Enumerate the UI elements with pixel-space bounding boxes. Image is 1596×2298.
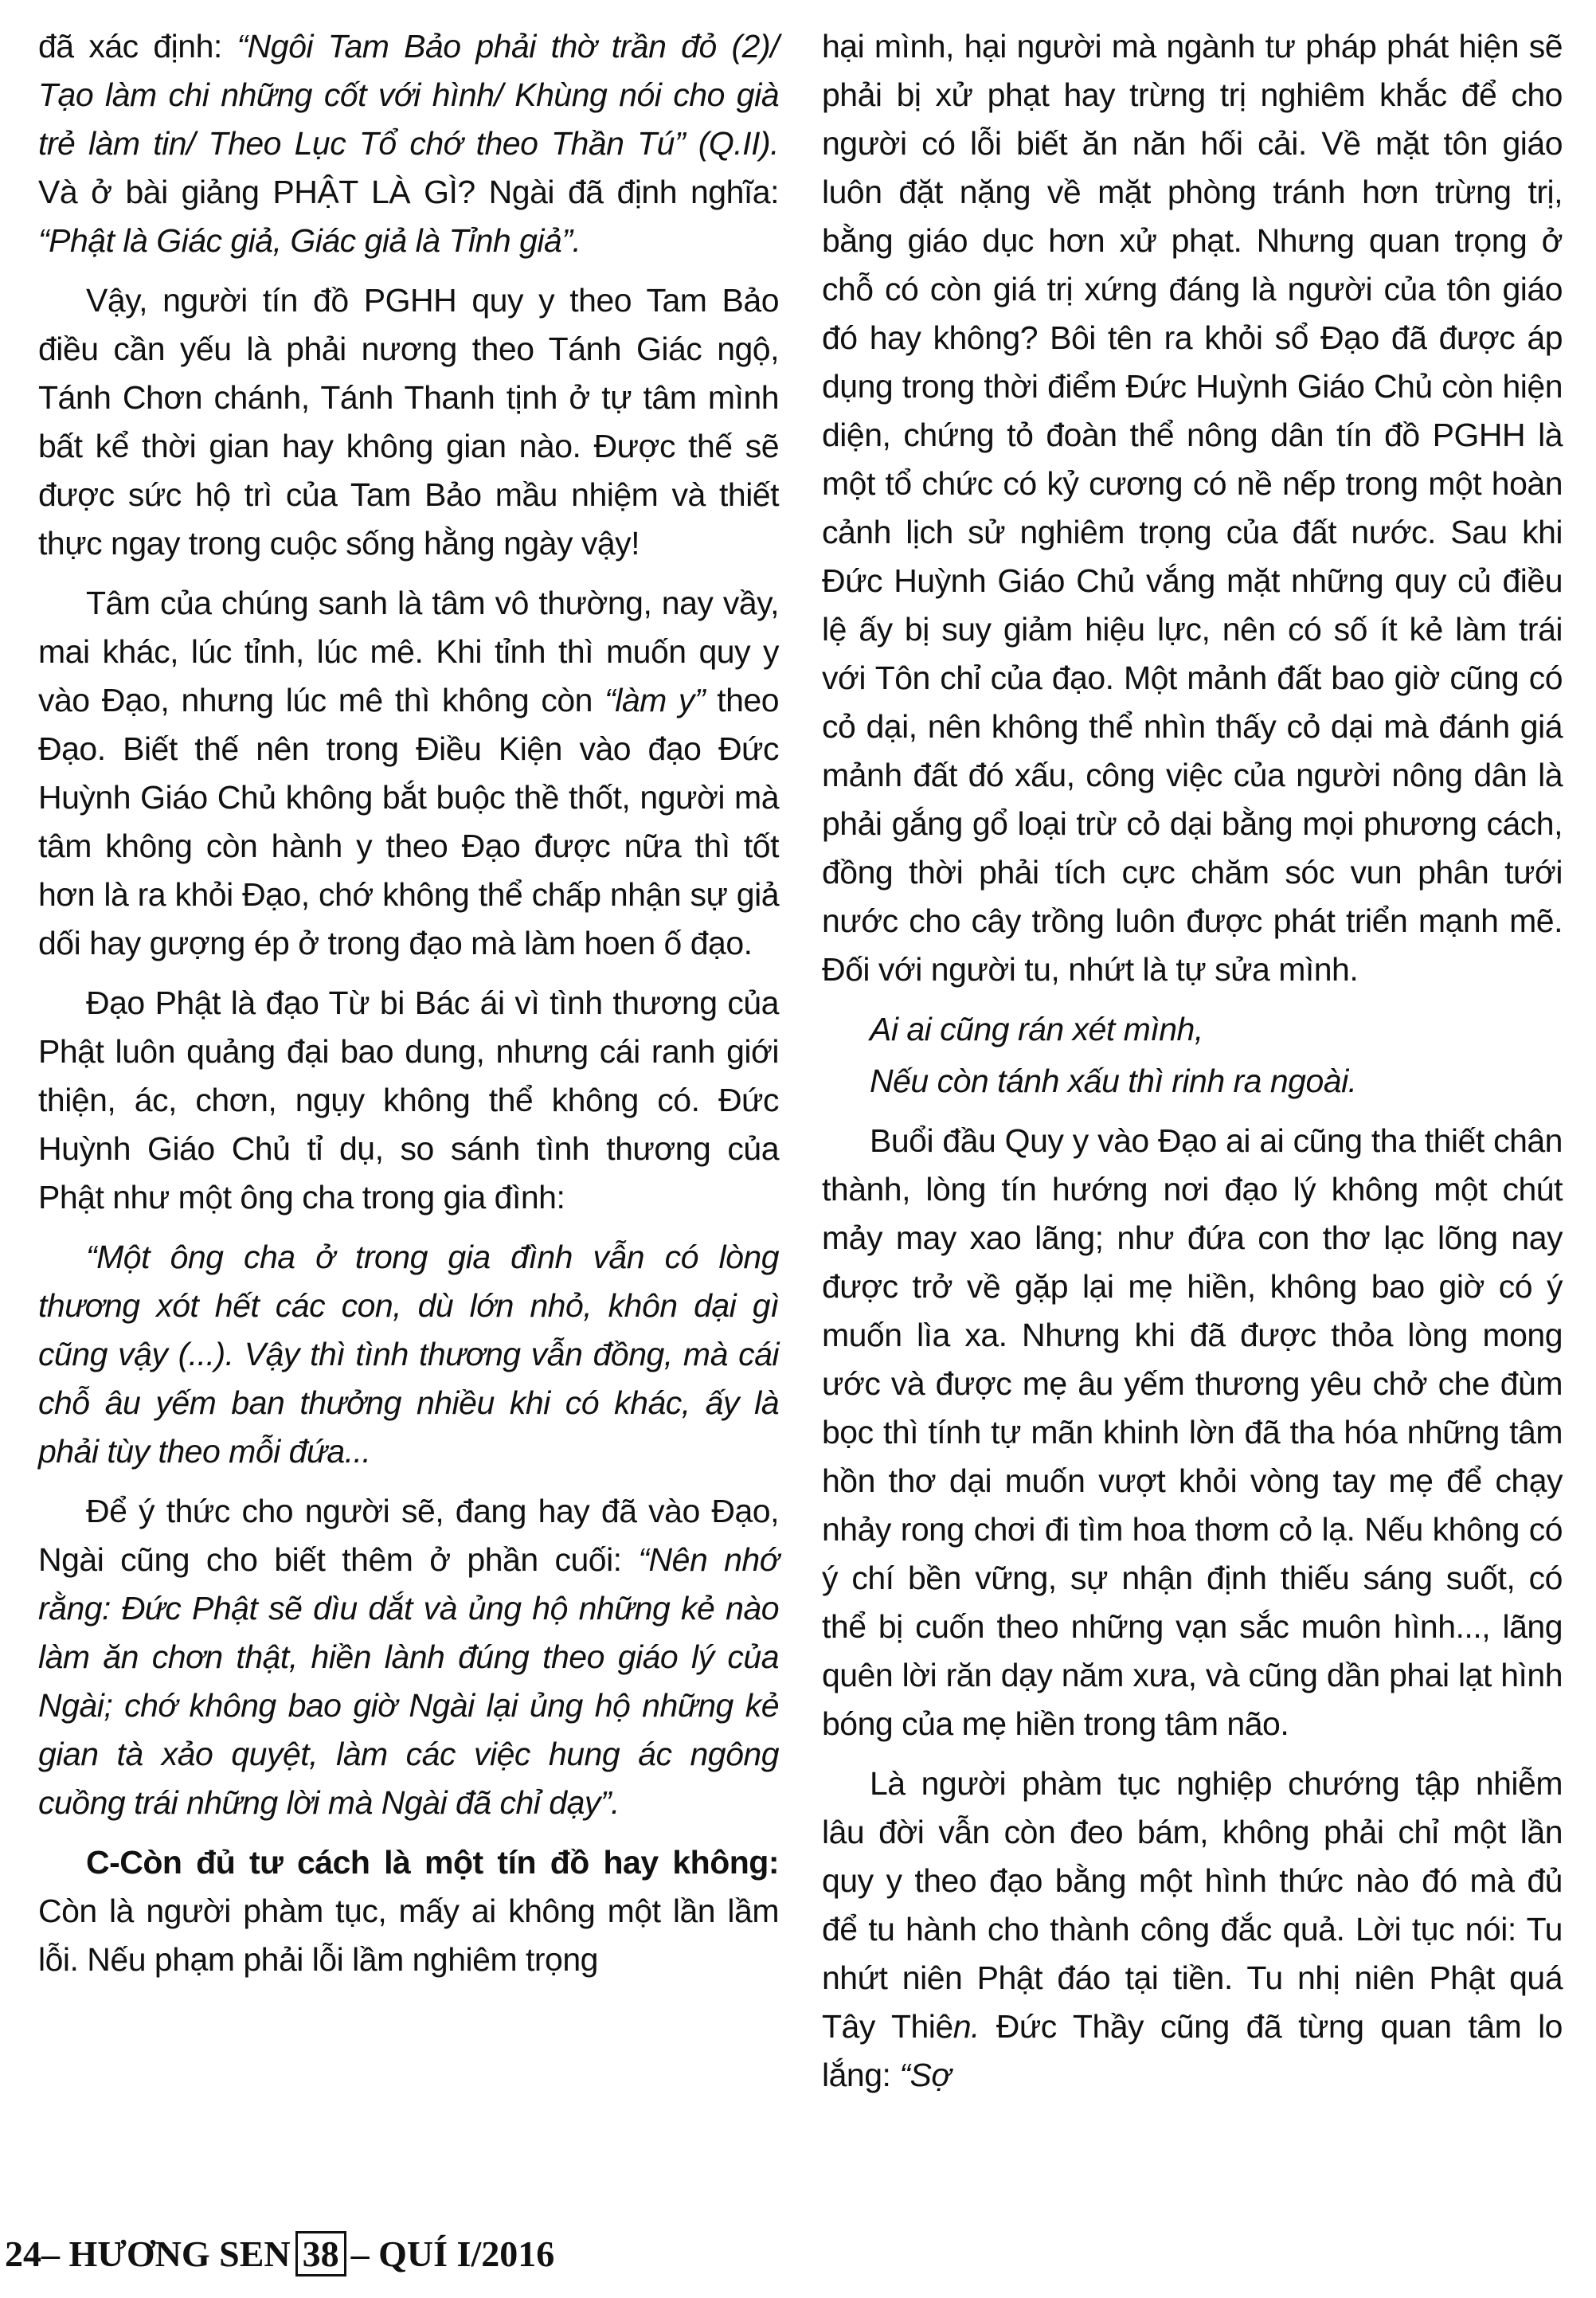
- text-segment: Tâm của chúng sanh là tâm vô thường, nay vầy, mai khác, lúc tỉnh, lúc mê. Khi tỉnh thì muốn quy y vào Đạo, nhưng lúc mê thì không còn: [38, 585, 779, 718]
- section-heading: C-Còn đủ tư cách là một tín đồ hay không:: [86, 1844, 779, 1881]
- page-footer: [5, 2230, 554, 2278]
- issue-number: 38: [295, 2231, 346, 2276]
- text-segment: Còn là người phàm tục, mấy ai không một lần lầm lỗi. Nếu phạm phải lỗi lầm nghiêm trọng: [38, 1893, 779, 1978]
- right-column: [822, 22, 1563, 2111]
- quote-definition: “Phật là Giác giả, Giác giả là Tỉnh giả”.: [38, 222, 581, 259]
- text-segment-italic: n.: [953, 2008, 980, 2045]
- paragraph-pham-tuc: [822, 1760, 1563, 2100]
- paragraph-section-c: [38, 1838, 779, 1984]
- text-segment: Và ở bài giảng PHẬT LÀ GÌ? Ngài đã định nghĩa:: [38, 174, 779, 210]
- quote-lam-y: “làm y”: [604, 682, 706, 718]
- quote-nen-nho: “Nên nhớ rằng: Đức Phật sẽ dìu dắt và ủng hộ những kẻ nào làm ăn chơn thật, hiền lành đúng theo giáo lý của Ngài; chớ không bao giờ Ngài lại ủng hộ những kẻ gian tà xảo quyệt, làm các việc hung ác ngông cuồng trái những lời mà Ngài đã chỉ dạy”.: [38, 1541, 779, 1821]
- paragraph-tam-bao: Vậy, người tín đồ PGHH quy y theo Tam Bảo điều cần yếu là phải nương theo Tánh Giác ngộ, Tánh Chơn chánh, Tánh Thanh tịnh ở tự tâm mình bất kể thời gian hay không gian nào. Được thế sẽ được sức hộ trì của Tam Bảo mầu nhiệm và thiết thực ngay trong cuộc sống hằng ngày vậy!: [38, 282, 779, 562]
- text-segment: đã xác định:: [38, 28, 237, 65]
- quote-ong-cha: “Một ông cha ở trong gia đình vẫn có lòng thương xót hết các con, dù lớn nhỏ, khôn dại gì cũng vậy (...). Vậy thì tình thương vẫn đồng, mà cái chỗ âu yếm ban thưởng nhiều khi có khác, ấy là phải tùy theo mỗi đứa...: [38, 1239, 779, 1470]
- paragraph-intro: [38, 22, 779, 265]
- verse-line-1: Ai ai cũng rán xét mình,: [870, 1011, 1203, 1047]
- verse-line-2: Nếu còn tánh xấu thì rinh ra ngoài.: [870, 1063, 1357, 1099]
- text-segment: Để ý thức cho người sẽ, đang hay đã vào Đạo, Ngài cũng cho biết thêm ở phần cuối:: [38, 1493, 779, 1578]
- paragraph-tam-vo-thuong: [38, 579, 779, 968]
- footer-separator: –: [350, 2233, 370, 2274]
- issue-period: QUÍ I/2016: [378, 2233, 555, 2274]
- quote-so: “Sợ: [899, 2057, 951, 2093]
- page-number: 24: [5, 2233, 41, 2274]
- text-segment: Đức Thầy cũng đã từng quan tâm lo lắng:: [822, 2008, 1563, 2093]
- paragraph-tu-bi: Đạo Phật là đạo Từ bi Bác ái vì tình thương của Phật luôn quảng đại bao dung, nhưng cái ranh giới thiện, ác, chơn, ngụy không thể không có. Đức Huỳnh Giáo Chủ tỉ dụ, so sánh tình thương của Phật như một ông cha trong gia đình:: [38, 985, 779, 1216]
- quote-tam-bao: “Ngôi Tam Bảo phải thờ trần đỏ (2)/ Tạo làm chi những cốt với hình/ Khùng nói cho già trẻ làm tin/ Theo Lục Tổ chớ theo Thần Tú” (Q.II).: [38, 28, 779, 162]
- text-segment: theo Đạo. Biết thế nên trong Điều Kiện vào đạo Đức Huỳnh Giáo Chủ không bắt buộc thề thốt, người mà tâm không còn hành y theo Đạo được nữa thì tốt hơn là ra khỏi Đạo, chớ không thể chấp nhận sự giả dối hay gượng ép ở trong đạo mà làm hoen ố đạo.: [38, 682, 779, 961]
- paragraph-tu-phap: hại mình, hại người mà ngành tư pháp phát hiện sẽ phải bị xử phạt hay trừng trị nghiêm khắc để cho người có lỗi biết ăn năn hối cải. Về mặt tôn giáo luôn đặt nặng về mặt phòng tránh hơn trừng trị, bằng giáo dục hơn xử phạt. Nhưng quan trọng ở chỗ có còn giá trị xứng đáng là người của tôn giáo đó hay không? Bôi tên ra khỏi sổ Đạo đã được áp dụng trong thời điểm Đức Huỳnh Giáo Chủ còn hiện diện, chứng tỏ đoàn thể nông dân tín đồ PGHH là một tổ chức có kỷ cương có nề nếp trong một hoàn cảnh lịch sử nghiêm trọng của đất nước. Sau khi Đức Huỳnh Giáo Chủ vắng mặt những quy củ điều lệ ấy bị suy giảm hiệu lực, nên có số ít kẻ làm trái với Tôn chỉ của đạo. Một mảnh đất bao giờ cũng có cỏ dại, nên không thể nhìn thấy cỏ dại mà đánh giá mảnh đất đó xấu, công việc của người nông dân là phải gắng gổ loại trừ cỏ dại bằng mọi phương cách, đồng thời phải tích cực chăm sóc vun phân tưới nước cho cây trồng luôn được phát triển mạnh mẽ. Đối với người tu, nhứt là tự sửa mình.: [822, 28, 1563, 988]
- paragraph-y-thuc: [38, 1487, 779, 1827]
- text-segment: Là người phàm tục nghiệp chướng tập nhiễm lâu đời vẫn còn đeo bám, không phải chỉ một lần quy y theo đạo bằng một hình thức nào đó mà đủ để tu hành cho thành công đắc quả. Lời tục nói: Tu nhứt niên Phật đáo tại tiền. Tu nhị niên Phật quá Tây Thiê: [822, 1765, 1563, 2045]
- footer-separator: –: [41, 2233, 60, 2274]
- magazine-title: HƯƠNG SEN: [68, 2233, 291, 2274]
- left-column: [38, 22, 779, 1995]
- paragraph-buoi-dau: Buổi đầu Quy y vào Đạo ai ai cũng tha thiết chân thành, lòng tín hướng nơi đạo lý không một chút mảy may xao lãng; như đứa con thơ lạc lõng nay được trở về gặp lại mẹ hiền, không bao giờ có ý muốn lìa xa. Nhưng khi đã được thỏa lòng mong ước và được mẹ âu yếm thương yêu chở che đùm bọc thì tính tự mãn khinh lờn đã tha hóa những tâm hồn thơ dại muốn vượt khỏi vòng tay mẹ để chạy nhảy rong chơi đi tìm hoa thơm cỏ lạ. Nếu không có ý chí bền vững, sự nhận định thiếu sáng suốt, có thể bị cuốn theo những vạn sắc muôn hình..., lãng quên lời răn dạy năm xưa, và cũng dần phai lạt hình bóng của mẹ hiền trong tâm não.: [822, 1122, 1563, 1742]
